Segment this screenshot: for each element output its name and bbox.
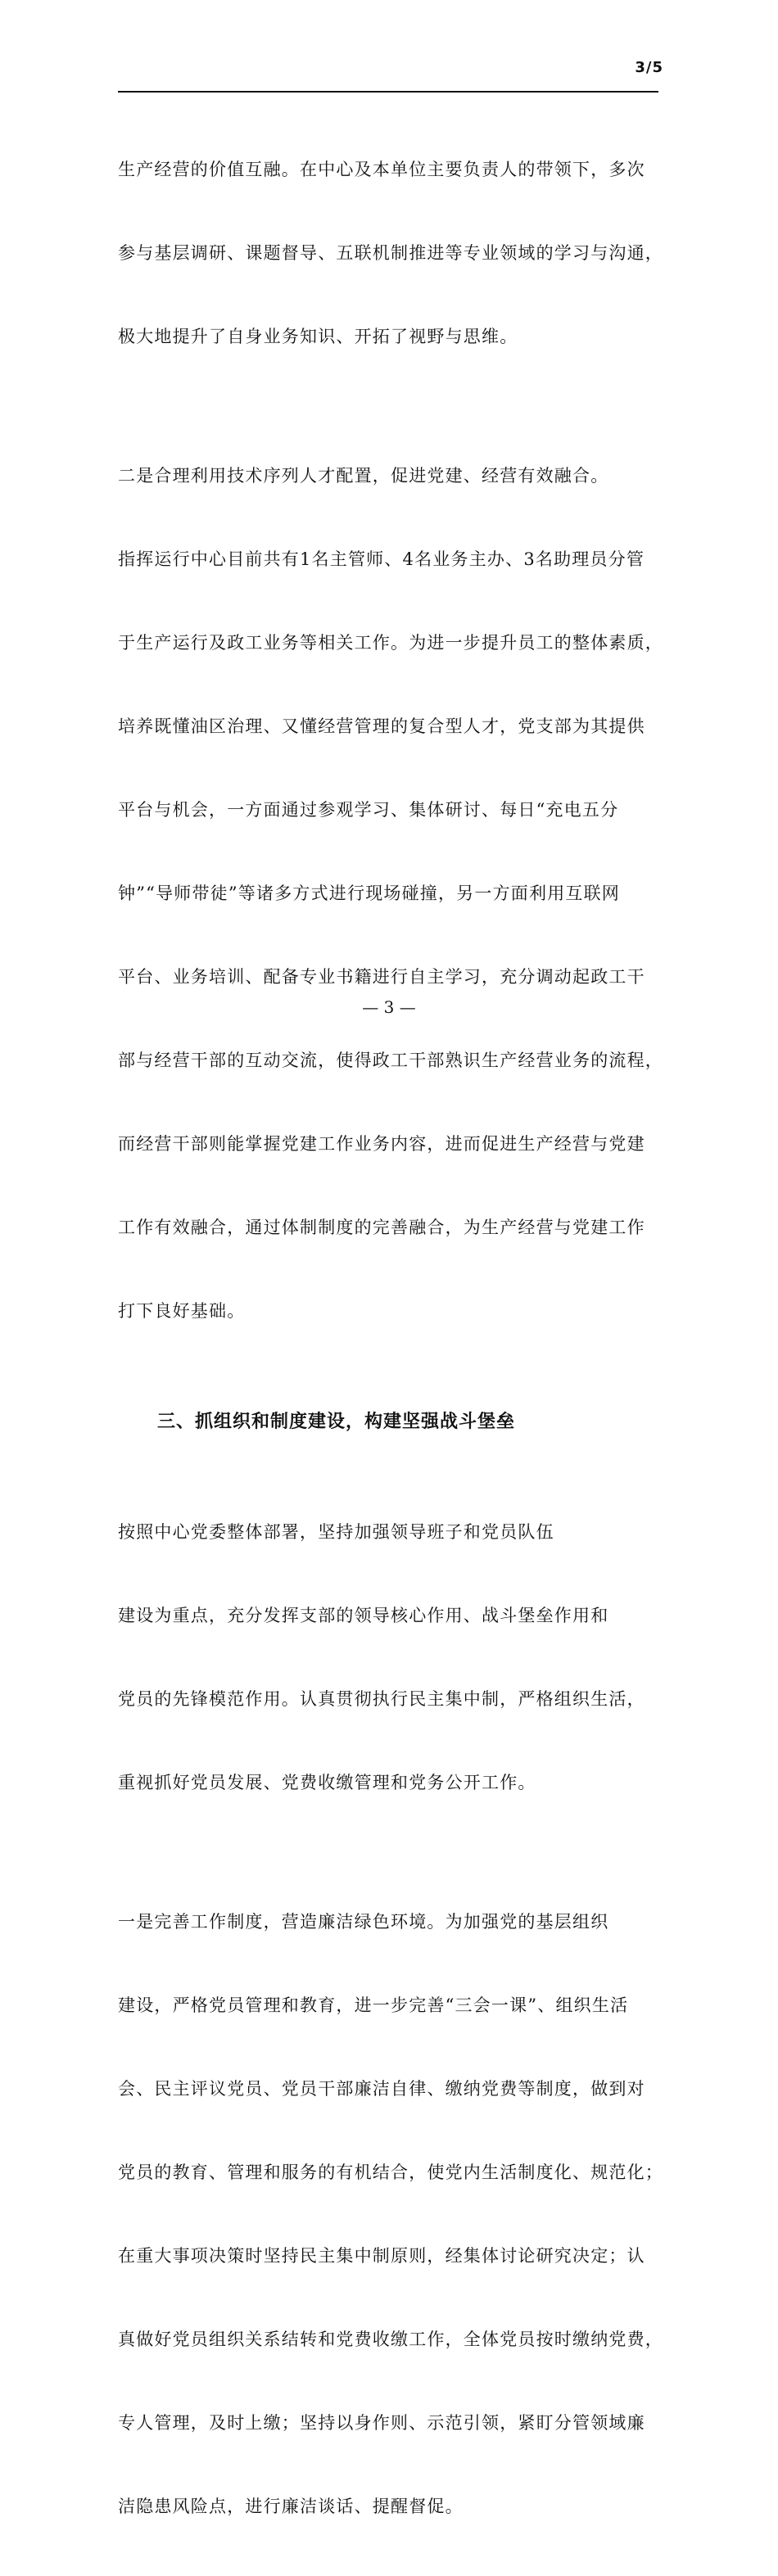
text-line: 指挥运行中心目前共有1名主管师、4名业务主办、3名助理员分管: [118, 549, 645, 569]
text-line: 真做好党员组织关系结转和党费收缴工作，全体党员按时缴纳党费，: [118, 2330, 663, 2349]
paragraph-3: [118, 1462, 662, 1852]
text-line: 极大地提升了自身业务知识、开拓了视野与思维。: [118, 327, 518, 346]
text-line: 重视抓好党员发展、党费收缴管理和党务公开工作。: [118, 1773, 536, 1792]
text-line: 会、民主评议党员、党员干部廉洁自律、缴纳党费等制度，做到对: [118, 2079, 645, 2099]
page-indicator: 3/5: [635, 59, 663, 76]
text-line: 平台、业务培训、配备专业书籍进行自主学习，充分调动起政工干: [118, 967, 645, 987]
text-line: 部与经营干部的互动交流，使得政工干部熟识生产经营业务的流程，: [118, 1051, 663, 1070]
text-line: 建设为重点，充分发挥支部的领导核心作用、战斗堡垒作用和: [118, 1606, 609, 1625]
text-line: 建设，严格党员管理和教育，进一步完善“三会一课”、组织生活: [118, 1995, 629, 2015]
text-line: 党员的先锋模范作用。认真贯彻执行民主集中制，严格组织生活，: [118, 1689, 645, 1709]
footer-page-number: — 3 —: [362, 997, 416, 1017]
text-line: 于生产运行及政工业务等相关工作。为进一步提升员工的整体素质，: [118, 633, 663, 653]
section-heading: 三、抓组织和制度建设，构建坚强战斗堡垒: [157, 1412, 516, 1432]
text-line: 生产经营的价值互融。在中心及本单位主要负责人的带领下，多次: [118, 160, 645, 179]
paragraph-1: [118, 100, 662, 406]
text-line: 参与基层调研、课题督导、五联机制推进等专业领域的学习与沟通，: [118, 243, 663, 263]
text-line: 洁隐患风险点，进行廉洁谈话、提醒督促。: [118, 2497, 464, 2516]
text-line: 一是完善工作制度，营造廉洁绿色环境。为加强党的基层组织: [118, 1912, 609, 1932]
text-line: 打下良好基础。: [118, 1301, 246, 1321]
paragraph-4: [118, 1852, 662, 2576]
text-line: 专人管理，及时上缴；坚持以身作则、示范引领，紧盯分管领域廉: [118, 2413, 645, 2433]
document-body: [118, 100, 662, 2576]
text-line: 钟”“导师带徒”等诸多方式进行现场碰撞，另一方面利用互联网: [118, 884, 621, 903]
text-line: 二是合理利用技术序列人才配置，促进党建、经营有效融合。: [118, 466, 609, 486]
text-line: 而经营干部则能掌握党建工作业务内容，进而促进生产经营与党建: [118, 1134, 645, 1154]
header-rule: [118, 91, 658, 93]
text-line: 按照中心党委整体部署，坚持加强领导班子和党员队伍: [118, 1522, 554, 1542]
text-line: 党员的教育、管理和服务的有机结合，使党内生活制度化、规范化；: [118, 2162, 663, 2182]
text-line: 平台与机会，一方面通过参观学习、集体研讨、每日“充电五分: [118, 800, 619, 820]
text-line: 培养既懂油区治理、又懂经营管理的复合型人才，党支部为其提供: [118, 716, 645, 736]
text-line: 工作有效融合，通过体制制度的完善融合，为生产经营与党建工作: [118, 1218, 645, 1237]
paragraph-2: [118, 406, 662, 1381]
text-line: 在重大事项决策时坚持民主集中制原则，经集体讨论研究决定；认: [118, 2246, 645, 2266]
